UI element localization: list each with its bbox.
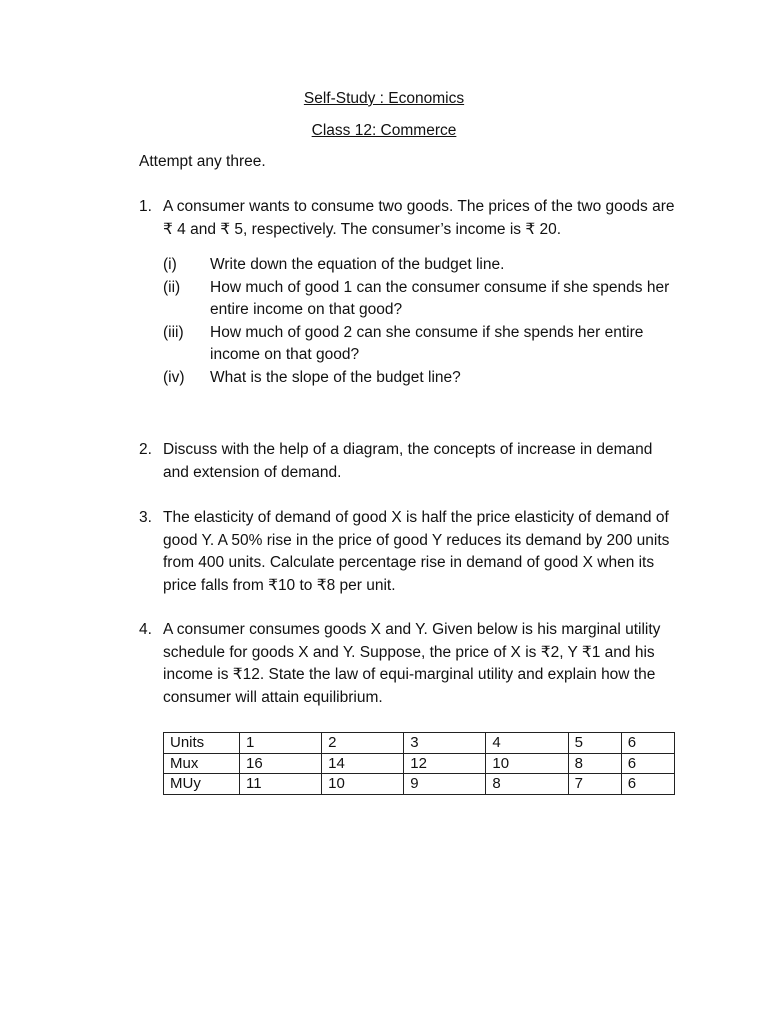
question-1 — [139, 196, 679, 389]
table-cell: 14 — [322, 753, 404, 774]
table-cell: 9 — [404, 774, 486, 795]
question-number: 3. — [139, 509, 152, 526]
question-2 — [139, 439, 679, 484]
table-cell: 10 — [322, 774, 404, 795]
table-cell: 16 — [240, 753, 322, 774]
question-4 — [139, 619, 679, 709]
table-row — [164, 774, 675, 795]
page-title: Self-Study : Economics — [303, 90, 465, 107]
sub-question-label: (i) — [163, 256, 177, 273]
table-cell: 10 — [486, 753, 568, 774]
question-text: A consumer consumes goods X and Y. Given below is his marginal utility schedule for goods X and Y. Suppose, the price of X is ₹2, Y ₹1 and his income is ₹12. State the law of equi-marginal utility and explain how the consumer will attain equilibrium. — [163, 621, 661, 706]
question-number: 4. — [139, 621, 152, 638]
question-text: The elasticity of demand of good X is half the price elasticity of demand of good Y. A 50% rise in the price of good Y reduces its demand by 200 units from 400 units. Calculate percentage rise in demand of good X when its price falls from ₹10 to ₹8 per unit. — [163, 509, 670, 594]
sub-question-label: (iii) — [163, 323, 184, 341]
table-cell: 6 — [621, 774, 674, 795]
table-cell: 6 — [621, 733, 674, 754]
sub-question-label: (iv) — [163, 368, 185, 386]
table-cell: 8 — [568, 753, 621, 774]
table-cell: 5 — [568, 733, 621, 754]
table-cell: 8 — [486, 774, 568, 795]
question-number: 1. — [139, 198, 152, 215]
sub-question — [163, 254, 679, 277]
question-text: A consumer wants to consume two goods. The prices of the two goods are ₹ 4 and ₹ 5, respectively. The consumer’s income is ₹ 20. — [163, 198, 675, 238]
sub-question-text: Write down the equation of the budget line. — [210, 256, 505, 273]
table-cell: Mux — [164, 753, 240, 774]
table-cell: 3 — [404, 733, 486, 754]
table-cell: Units — [164, 733, 240, 754]
table-row — [164, 753, 675, 774]
table-row — [164, 733, 675, 754]
table-cell: 6 — [621, 753, 674, 774]
table-cell: MUy — [164, 774, 240, 795]
sub-question-text: What is the slope of the budget line? — [210, 368, 461, 386]
instruction-text: Attempt any three. — [139, 153, 266, 170]
marginal-utility-table — [163, 732, 675, 795]
table-cell: 4 — [486, 733, 568, 754]
question-text: Discuss with the help of a diagram, the concepts of increase in demand and extension of demand. — [163, 441, 653, 481]
sub-question — [163, 322, 679, 367]
table-cell: 7 — [568, 774, 621, 795]
sub-question — [163, 367, 679, 390]
page-subtitle: Class 12: Commerce — [311, 122, 457, 139]
sub-question-label: (ii) — [163, 278, 181, 296]
sub-question — [163, 277, 679, 322]
question-number: 2. — [139, 441, 152, 458]
sub-question-text: How much of good 1 can the consumer consume if she spends her entire income on that good? — [210, 278, 670, 318]
sub-question-text: How much of good 2 can she consume if she spends her entire income on that good? — [210, 323, 644, 363]
table-cell: 2 — [322, 733, 404, 754]
table-cell: 12 — [404, 753, 486, 774]
sub-question-list — [163, 254, 679, 389]
table-cell: 1 — [240, 733, 322, 754]
question-3 — [139, 507, 679, 597]
table-cell: 11 — [240, 774, 322, 795]
